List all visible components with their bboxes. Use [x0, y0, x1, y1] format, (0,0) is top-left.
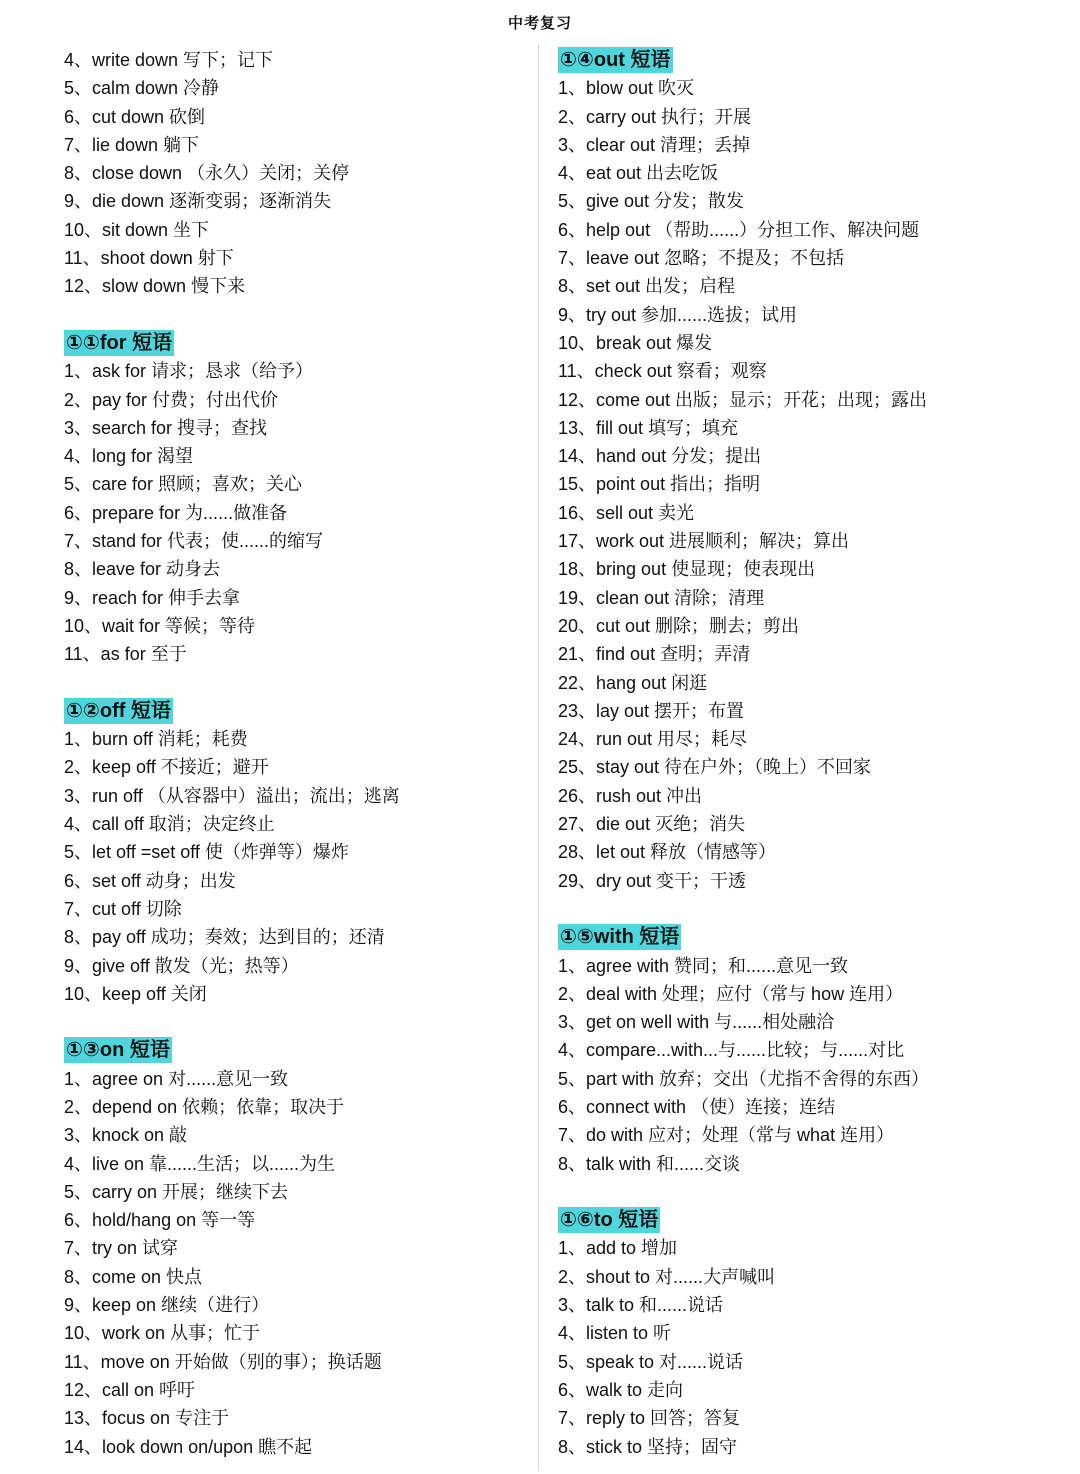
phrase-item: 7、lie down 躺下 — [64, 134, 200, 155]
left-column — [64, 46, 524, 1461]
phrase-item: 10、sit down 坐下 — [64, 219, 210, 240]
phrase-item: 2、carry out 执行；开展 — [558, 106, 752, 127]
phrase-item: 5、speak to 对......说话 — [558, 1351, 744, 1372]
phrase-item: 14、look down on/upon 瞧不起 — [64, 1436, 313, 1457]
phrase-item: 11、as for 至于 — [64, 644, 187, 665]
section-heading-row — [558, 1206, 1058, 1234]
section-heading: ①⑤with 短语 — [560, 926, 680, 949]
phrase-item: 11、check out 察看；观察 — [558, 361, 767, 382]
phrase-item: 22、hang out 闲逛 — [558, 672, 708, 693]
section-heading: ①③on 短语 — [66, 1039, 170, 1062]
phrase-item: 1、agree on 对......意见一致 — [64, 1068, 289, 1089]
phrase-item: 8、set out 出发；启程 — [558, 276, 736, 297]
phrase-item: 16、sell out 卖光 — [558, 502, 695, 523]
phrase-item: 20、cut out 删除；删去；剪出 — [558, 615, 800, 636]
phrase-item: 4、listen to 听 — [558, 1323, 672, 1344]
section-heading-row — [558, 923, 1058, 951]
phrase-item: 7、cut off 切除 — [64, 898, 182, 919]
phrase-item: 7、try on 试穿 — [64, 1238, 179, 1259]
phrase-item: 3、knock on 敲 — [64, 1125, 188, 1146]
phrase-item: 1、add to 增加 — [558, 1238, 678, 1259]
phrase-item: 18、bring out 使显现；使表现出 — [558, 559, 816, 580]
phrase-item: 28、let out 释放（情感等） — [558, 842, 777, 863]
phrase-item: 10、break out 爆发 — [558, 332, 713, 353]
phrase-item: 5、carry on 开展；继续下去 — [64, 1181, 289, 1202]
section-heading: ①①for 短语 — [66, 331, 173, 354]
phrase-item: 4、live on 靠......生活；以......为生 — [64, 1153, 336, 1174]
phrase-item: 13、fill out 填写；填充 — [558, 417, 739, 438]
phrase-item: 3、search for 搜寻；查找 — [64, 417, 268, 438]
phrase-item: 21、find out 查明；弄清 — [558, 644, 751, 665]
phrase-item: 7、leave out 忽略；不提及；不包括 — [558, 248, 845, 269]
phrase-item: 9、reach for 伸手去拿 — [64, 587, 241, 608]
section-gap — [64, 669, 524, 697]
section-gap — [64, 301, 524, 329]
phrase-item: 4、call off 取消；决定终止 — [64, 814, 275, 835]
phrase-item: 13、focus on 专注于 — [64, 1408, 230, 1429]
phrase-item: 19、clean out 清除；清理 — [558, 587, 765, 608]
phrase-item: 8、pay off 成功；奏效；达到目的；还清 — [64, 927, 385, 948]
phrase-item: 8、talk with 和......交谈 — [558, 1153, 741, 1174]
phrase-item: 6、prepare for 为......做准备 — [64, 502, 288, 523]
phrase-item: 14、hand out 分发；提出 — [558, 446, 762, 467]
section-gap — [558, 895, 1058, 923]
phrase-item: 7、stand for 代表；使......的缩写 — [64, 531, 324, 552]
phrase-item: 6、set off 动身；出发 — [64, 870, 236, 891]
phrase-item: 11、shoot down 射下 — [64, 248, 234, 269]
phrase-item: 7、reply to 回答；答复 — [558, 1408, 741, 1429]
phrase-item: 2、deal with 处理；应付（常与 how 连用） — [558, 983, 904, 1004]
phrase-item: 10、work on 从事；忙于 — [64, 1323, 261, 1344]
right-column — [558, 46, 1058, 1461]
phrase-item: 6、hold/hang on 等一等 — [64, 1210, 256, 1231]
phrase-item: 12、come out 出版；显示；开花；出现；露出 — [558, 389, 928, 410]
phrase-item: 3、clear out 清理；丢掉 — [558, 134, 751, 155]
section-heading-row — [64, 329, 524, 357]
phrase-item: 9、die down 逐渐变弱；逐渐消失 — [64, 191, 332, 212]
phrase-item: 8、leave for 动身去 — [64, 559, 221, 580]
phrase-item: 10、keep off 关闭 — [64, 983, 207, 1004]
section-heading: ①④out 短语 — [560, 49, 671, 71]
phrase-item: 5、care for 照顾；喜欢；关心 — [64, 474, 303, 495]
phrase-item: 9、give off 散发（光；热等） — [64, 955, 299, 976]
phrase-item: 6、connect with （使）连接；连结 — [558, 1096, 836, 1117]
page-title: 中考复习 — [507, 15, 572, 32]
phrase-item: 2、keep off 不接近；避开 — [64, 757, 269, 778]
phrase-item: 27、die out 灭绝；消失 — [558, 814, 746, 835]
column-divider — [538, 44, 539, 1470]
phrase-item: 29、dry out 变干；干透 — [558, 870, 747, 891]
phrase-item: 8、come on 快点 — [64, 1266, 203, 1287]
phrase-item: 4、long for 渴望 — [64, 446, 194, 467]
phrase-item: 9、keep on 继续（进行） — [64, 1295, 270, 1316]
phrase-item: 2、pay for 付费；付出代价 — [64, 389, 279, 410]
phrase-item: 3、talk to 和......说话 — [558, 1295, 724, 1316]
section-heading-row — [64, 697, 524, 725]
section-heading: ①⑥to 短语 — [560, 1209, 659, 1232]
phrase-item: 12、slow down 慢下来 — [64, 276, 246, 297]
phrase-item: 10、wait for 等候；等待 — [64, 615, 256, 636]
phrase-item: 2、shout to 对......大声喊叫 — [558, 1266, 776, 1287]
phrase-item: 5、give out 分发；散发 — [558, 191, 745, 212]
section-gap — [64, 1008, 524, 1036]
phrase-item: 1、ask for 请求；恳求（给予） — [64, 361, 314, 382]
phrase-item: 5、part with 放弃；交出（尤指不舍得的东西） — [558, 1068, 930, 1089]
phrase-item: 4、write down 写下；记下 — [64, 50, 274, 70]
phrase-item: 1、blow out 吹灭 — [558, 78, 695, 99]
phrase-item: 4、compare...with...与......比较；与......对比 — [558, 1040, 905, 1061]
phrase-item: 3、run off （从容器中）溢出；流出；逃离 — [64, 785, 400, 806]
phrase-item: 24、run out 用尽；耗尽 — [558, 729, 748, 750]
phrase-item: 12、call on 呼吁 — [64, 1379, 196, 1400]
phrase-item: 7、do with 应对；处理（常与 what 连用） — [558, 1125, 895, 1146]
section-heading-row — [558, 46, 1058, 74]
phrase-item: 6、cut down 砍倒 — [64, 106, 206, 127]
phrase-item: 3、get on well with 与......相处融洽 — [558, 1012, 835, 1033]
phrase-item: 6、walk to 走向 — [558, 1379, 684, 1400]
phrase-item: 23、lay out 摆开；布置 — [558, 700, 745, 721]
phrase-item: 5、let off =set off 使（炸弹等）爆炸 — [64, 842, 349, 863]
phrase-item: 5、calm down 冷静 — [64, 78, 220, 99]
phrase-item: 2、depend on 依赖；依靠；取决于 — [64, 1096, 345, 1117]
phrase-item: 26、rush out 冲出 — [558, 785, 703, 806]
phrase-item: 1、burn off 消耗；耗费 — [64, 729, 248, 750]
phrase-item: 15、point out 指出；指明 — [558, 474, 761, 495]
section-heading: ①②off 短语 — [66, 699, 171, 722]
phrase-item: 4、eat out 出去吃饭 — [558, 163, 719, 184]
phrase-item: 9、try out 参加......选拔；试用 — [558, 304, 798, 325]
section-heading-row — [64, 1036, 524, 1064]
phrase-item: 8、close down （永久）关闭；关停 — [64, 163, 350, 184]
phrase-item: 17、work out 进展顺利；解决；算出 — [558, 531, 850, 552]
phrase-item: 6、help out （帮助......）分担工作、解决问题 — [558, 219, 920, 240]
phrase-item: 11、move on 开始做（别的事）；换话题 — [64, 1351, 382, 1372]
phrase-item: 25、stay out 待在户外；（晚上）不回家 — [558, 757, 872, 778]
phrase-item: 8、stick to 坚持；固守 — [558, 1436, 738, 1457]
phrase-item: 1、agree with 赞同；和......意见一致 — [558, 955, 849, 976]
section-gap — [558, 1178, 1058, 1206]
